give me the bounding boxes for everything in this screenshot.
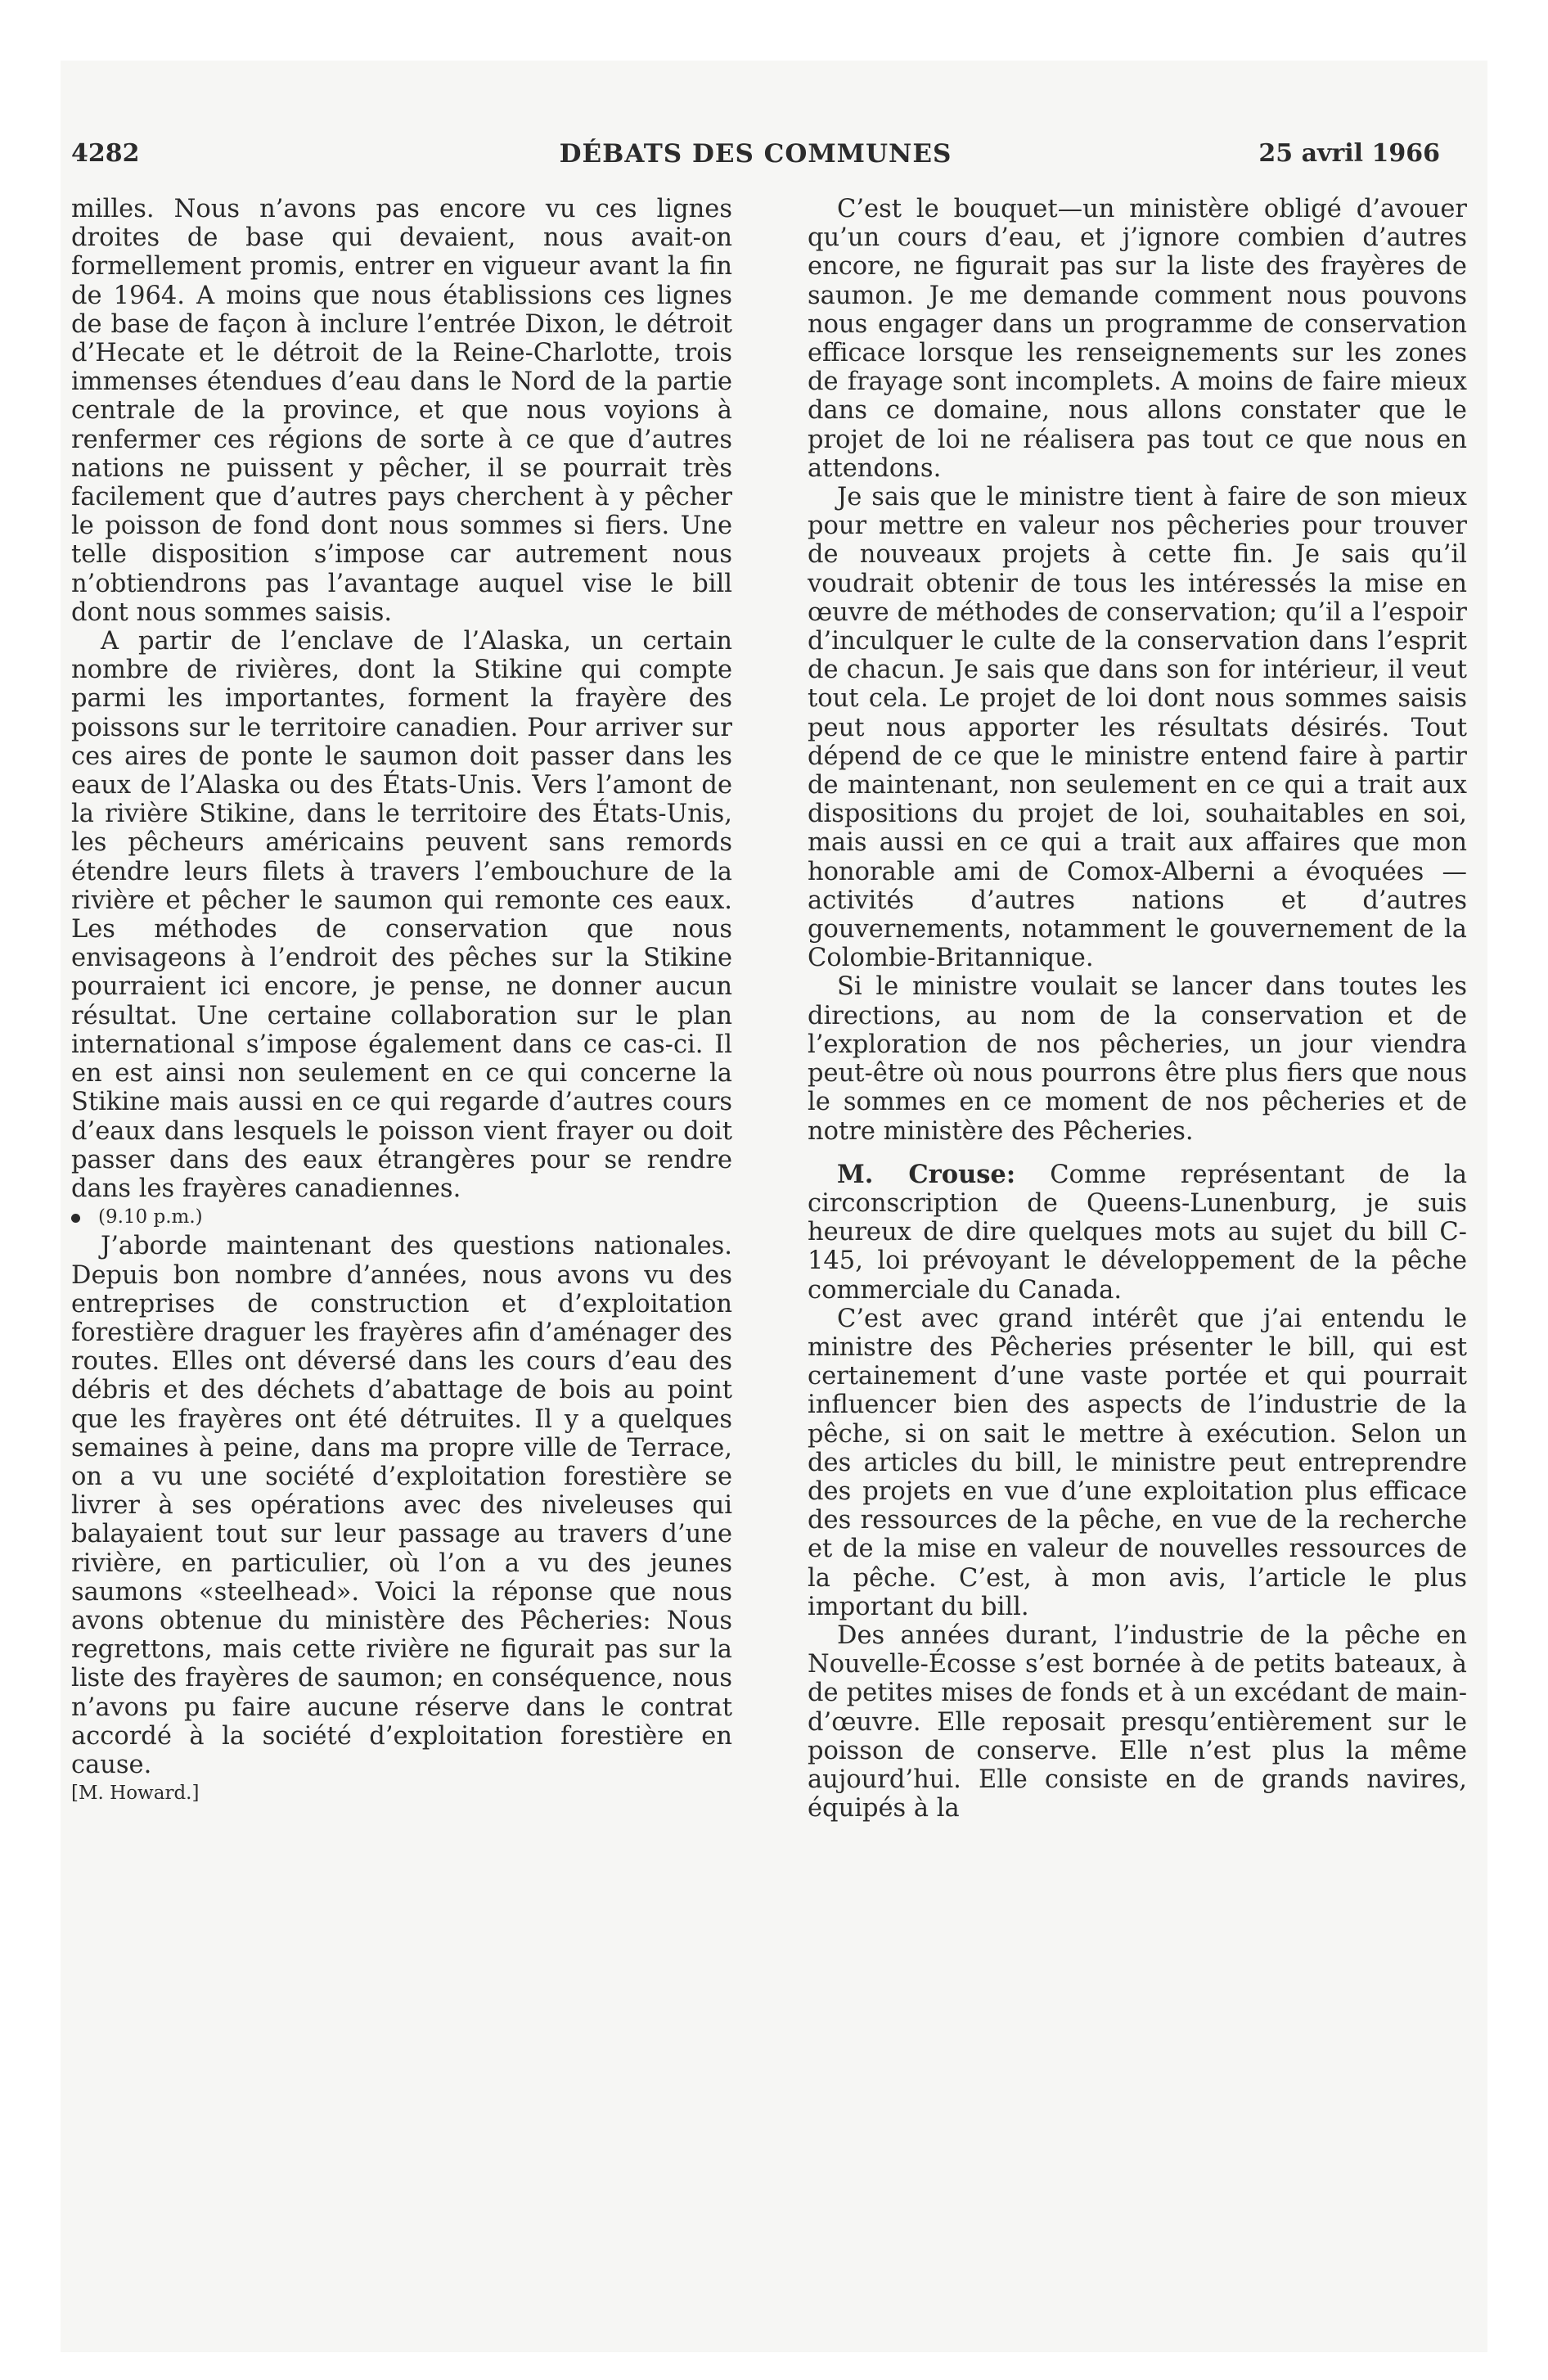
time-marker-text: (9.10 p.m.) <box>98 1206 203 1228</box>
page-date: 25 avril 1966 <box>1258 139 1440 168</box>
left-column <box>71 195 732 1808</box>
paragraph: C’est le bouquet—un ministère obligé d’avouer qu’un cours d’eau, et j’ignore combien d’autres encore, ne figurait pas sur la liste des frayères de saumon. Je me demande comment nous pouvons nous engager dans un programme de conservation efficace lorsque les renseignements sur les zones de frayage sont incomplets. A moins de faire mieux dans ce domaine, nous allons constater que le projet de loi ne réalisera pas tout ce que nous en attendons. <box>808 195 1467 483</box>
bullet-icon <box>71 1214 80 1223</box>
page-header <box>71 139 1440 172</box>
paragraph <box>808 1161 1467 1305</box>
paragraph: milles. Nous n’avons pas encore vu ces lignes droites de base qui devaient, nous avait-on formellement promis, entrer en vigueur avant la fin de 1964. A moins que nous établissions ces lignes de base de façon à inclure l’entrée Dixon, le détroit d’Hecate et le détroit de la Reine-Charlotte, trois immenses étendues d’eau dans le Nord de la partie centrale de la province, et que nous voyions à renfermer ces régions de sorte à ce que d’autres nations ne puissent y pêcher, il se pourrait très facilement que d’autres pays cherchent à y pêcher le poisson de fond dont nous sommes si fiers. Une telle disposition s’impose car autrement nous n’obtiendrons pas l’avantage auquel vise le bill dont nous sommes saisis. <box>71 195 732 627</box>
paragraph: Si le ministre voulait se lancer dans toutes les directions, au nom de la conservation et de l’exploration de nos pêcheries, un jour viendra peut-être où nous pourrons être plus fiers que nous le sommes en ce moment de nos pêcheries et de notre ministère des Pêcheries. <box>808 972 1467 1146</box>
speaker-name: M. Crouse: <box>837 1159 1016 1189</box>
paragraph: Je sais que le ministre tient à faire de son mieux pour mettre en valeur nos pêcheries pour trouver de nouveaux projets à cette fin. Je sais qu’il voudrait obtenir de tous les intéressés la mise en œuvre de méthodes de conservation; qu’il a l’espoir d’inculquer le culte de la conservation dans l’esprit de chacun. Je sais que dans son for intérieur, il veut tout cela. Le projet de loi dont nous sommes saisis peut nous apporter les résultats désirés. Tout dépend de ce que le ministre entend faire à partir de maintenant, non seulement en ce qui a trait aux dispositions du projet de loi, souhaitables en soi, mais aussi en ce qui a trait aux affaires que mon honorable ami de Comox-Alberni a évoquées —activités d’autres nations et d’autres gouvernements, notamment le gouvernement de la Colombie-Britannique. <box>808 483 1467 973</box>
right-column <box>808 195 1467 1823</box>
paragraph: A partir de l’enclave de l’Alaska, un certain nombre de rivières, dont la Stikine qui compte parmi les importantes, forment la frayère des poissons sur le territoire canadien. Pour arriver sur ces aires de ponte le saumon doit passer dans les eaux de l’Alaska ou des États-Unis. Vers l’amont de la rivière Stikine, dans le territoire des États-Unis, les pêcheurs américains peuvent sans remords étendre leurs filets à travers l’embouchure de la rivière et pêcher le saumon qui remonte ces eaux. Les méthodes de conservation que nous envisageons à l’endroit des pêches sur la Stikine pourraient ici encore, je pense, ne donner aucun résultat. Une certaine collaboration sur le plan international s’impose également dans ce cas-ci. Il en est ainsi non seulement en ce qui concerne la Stikine mais aussi en ce qui regarde d’autres cours d’eaux dans lesquels le poisson vient frayer ou doit passer dans des eaux étrangères pour se rendre dans les frayères canadiennes. <box>71 627 732 1203</box>
paragraph: J’aborde maintenant des questions nationales. Depuis bon nombre d’années, nous avons vu des entreprises de construction et d’exploitation forestière draguer les frayères afin d’aménager des routes. Elles ont déversé dans les cours d’eau des débris et des déchets d’abattage de bois au point que les frayères ont été détruites. Il y a quelques semaines à peine, dans ma propre ville de Terrace, on a vu une société d’exploitation forestière se livrer à ses opérations avec des niveleuses qui balayaient tout sur leur passage au travers d’une rivière, en particulier, où l’on a vu des jeunes saumons «steelhead». Voici la réponse que nous avons obtenue du ministère des Pêcheries: Nous regrettons, mais cette rivière ne figurait pas sur la liste des frayères de saumon; en conséquence, nous n’avons pu faire aucune réserve dans le contrat accordé à la société d’exploitation forestière en cause. <box>71 1232 732 1779</box>
speech-text: Comme représentant de la circonscription de Queens-Lunenburg, je suis heureux de dire quelques mots au sujet du bill C-145, loi prévoyant le développement de la pêche commerciale du Canada. <box>808 1160 1467 1305</box>
publication-title: DÉBATS DES COMMUNES <box>559 139 952 169</box>
paragraph: C’est avec grand intérêt que j’ai entendu le ministre des Pêcheries présenter le bill, qui est certainement d’une vaste portée et qui pourrait influencer bien des aspects de l’industrie de la pêche, si on sait le mettre à exécution. Selon un des articles du bill, le ministre peut entreprendre des projets en vue d’une exploitation plus efficace des ressources de la pêche, en vue de la recherche et de la mise en valeur de nouvelles ressources de la pêche. C’est, à mon avis, l’article le plus important du bill. <box>808 1304 1467 1621</box>
speaker-footer: [M. Howard.] <box>71 1783 200 1805</box>
paragraph: Des années durant, l’industrie de la pêche en Nouvelle-Écosse s’est bornée à de petits bateaux, à de petites mises de fonds et à un excédant de main-d’œuvre. Elle reposait presqu’entièrement sur le poisson de conserve. Elle n’est plus la même aujourd’hui. Elle consiste en de grands navires, équipés à la <box>808 1620 1467 1823</box>
time-marker <box>71 1203 732 1232</box>
page-number: 4282 <box>71 139 140 168</box>
